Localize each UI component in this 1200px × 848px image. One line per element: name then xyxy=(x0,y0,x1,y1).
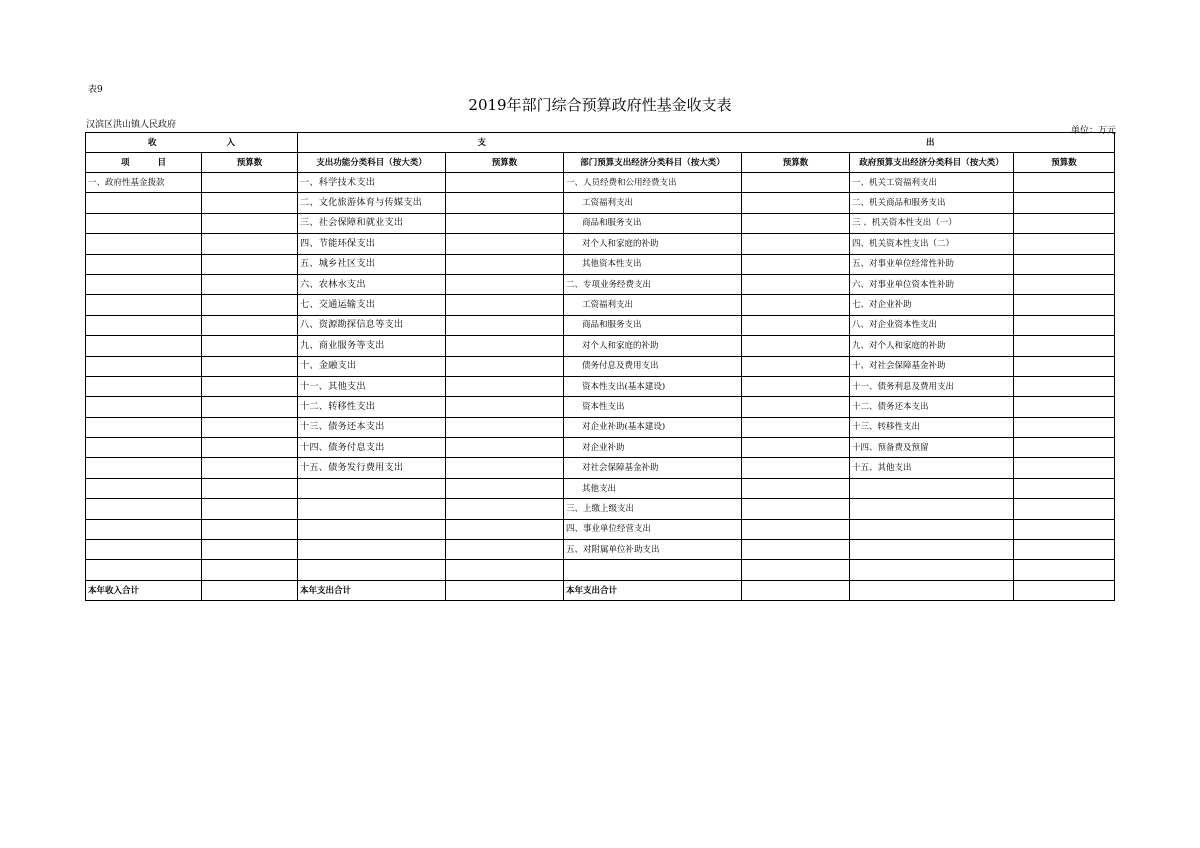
function-category-cell: 十二、转移性支出 xyxy=(298,397,446,417)
income-budget-cell xyxy=(202,254,298,274)
dept-budget-cell xyxy=(742,478,850,498)
gov-budget-cell xyxy=(1014,376,1115,396)
gov-budget-cell xyxy=(1014,478,1115,498)
dept-economic-cell: 对个人和家庭的补助 xyxy=(564,234,742,254)
gov-budget-cell xyxy=(1014,458,1115,478)
function-category-cell xyxy=(298,560,446,580)
income-budget-cell xyxy=(202,438,298,458)
dept-budget-cell xyxy=(742,213,850,233)
gov-economic-cell xyxy=(850,499,1014,519)
function-category-cell: 七、交通运输支出 xyxy=(298,295,446,315)
income-total-label: 本年收入合计 xyxy=(86,580,202,600)
dept-economic-cell: 商品和服务支出 xyxy=(564,315,742,335)
income-item-cell xyxy=(86,274,202,294)
gov-budget-cell xyxy=(1014,295,1115,315)
dept-budget-cell xyxy=(742,295,850,315)
table-row xyxy=(86,438,1115,458)
income-budget-cell xyxy=(202,560,298,580)
function-total-label: 本年支出合计 xyxy=(298,580,446,600)
function-total-value xyxy=(446,580,564,600)
function-category-cell: 一、科学技术支出 xyxy=(298,173,446,193)
income-item-cell xyxy=(86,193,202,213)
dept-economic-cell xyxy=(564,560,742,580)
dept-total-label: 本年支出合计 xyxy=(564,580,742,600)
gov-economic-cell: 十四、预备费及预留 xyxy=(850,438,1014,458)
table-row xyxy=(86,173,1115,193)
income-budget-cell xyxy=(202,295,298,315)
gov-budget-cell xyxy=(1014,438,1115,458)
income-item-cell xyxy=(86,478,202,498)
table-row xyxy=(86,458,1115,478)
function-category-cell: 九、商业服务等支出 xyxy=(298,336,446,356)
function-budget-cell xyxy=(446,234,564,254)
item-column-header xyxy=(86,153,202,173)
dept-economic-cell: 二、专项业务经费支出 xyxy=(564,274,742,294)
table-row xyxy=(86,376,1115,396)
dept-economic-cell: 其他资本性支出 xyxy=(564,254,742,274)
function-category-cell: 二、文化旅游体育与传媒支出 xyxy=(298,193,446,213)
unit-label: 单位：万元 xyxy=(1071,126,1117,136)
gov-economic-cell: 五、对事业单位经常性补助 xyxy=(850,254,1014,274)
income-item-cell xyxy=(86,499,202,519)
function-budget-cell xyxy=(446,499,564,519)
totals-row xyxy=(86,580,1115,600)
dept-budget-cell xyxy=(742,315,850,335)
income-budget-header: 预算数 xyxy=(202,153,298,173)
function-category-cell: 六、农林水支出 xyxy=(298,274,446,294)
gov-budget-cell xyxy=(1014,173,1115,193)
page-title: 2019年部门综合预算政府性基金收支表 xyxy=(468,96,732,114)
gov-budget-cell xyxy=(1014,254,1115,274)
income-budget-cell xyxy=(202,417,298,437)
income-item-cell: 一、政府性基金拨款 xyxy=(86,173,202,193)
dept-economic-cell: 对企业补助 xyxy=(564,438,742,458)
gov-economic-cell: 六、对事业单位资本性补助 xyxy=(850,274,1014,294)
income-group-header xyxy=(86,133,298,153)
dept-budget-cell xyxy=(742,560,850,580)
function-category-cell: 三、社会保障和就业支出 xyxy=(298,213,446,233)
gov-economic-cell: 一、机关工资福利支出 xyxy=(850,173,1014,193)
gov-budget-cell xyxy=(1014,193,1115,213)
dept-budget-cell xyxy=(742,193,850,213)
dept-budget-cell xyxy=(742,376,850,396)
function-budget-cell xyxy=(446,356,564,376)
function-budget-cell xyxy=(446,417,564,437)
function-category-cell xyxy=(298,519,446,539)
dept-economic-cell: 债务付息及费用支出 xyxy=(564,356,742,376)
income-budget-cell xyxy=(202,376,298,396)
gov-budget-cell xyxy=(1014,499,1115,519)
function-budget-cell xyxy=(446,478,564,498)
income-item-cell xyxy=(86,417,202,437)
dept-economic-category-header: 部门预算支出经济分类科目（按大类） xyxy=(564,153,742,173)
table-row xyxy=(86,213,1115,233)
dept-budget-cell xyxy=(742,254,850,274)
dept-budget-cell xyxy=(742,519,850,539)
gov-economic-cell xyxy=(850,478,1014,498)
dept-economic-cell: 对企业补助(基本建设) xyxy=(564,417,742,437)
dept-economic-cell: 四、事业单位经营支出 xyxy=(564,519,742,539)
dept-budget-cell xyxy=(742,438,850,458)
expense-label-b: 出 xyxy=(926,137,935,148)
table-row xyxy=(86,356,1115,376)
dept-budget-cell xyxy=(742,356,850,376)
income-budget-cell xyxy=(202,315,298,335)
gov-budget-cell xyxy=(1014,234,1115,254)
gov-total-label xyxy=(850,580,1014,600)
gov-economic-cell: 九、对个人和家庭的补助 xyxy=(850,336,1014,356)
gov-budget-cell xyxy=(1014,274,1115,294)
income-item-cell xyxy=(86,234,202,254)
group-header-row xyxy=(86,133,1115,153)
function-category-cell: 八、资源勘探信息等支出 xyxy=(298,315,446,335)
income-item-cell xyxy=(86,397,202,417)
dept-budget-cell xyxy=(742,540,850,560)
table-row xyxy=(86,397,1115,417)
gov-economic-cell: 十三、转移性支出 xyxy=(850,417,1014,437)
dept-budget-cell xyxy=(742,173,850,193)
column-header-row xyxy=(86,153,1115,173)
gov-budget-cell xyxy=(1014,397,1115,417)
income-label-b: 入 xyxy=(226,137,236,148)
income-budget-cell xyxy=(202,540,298,560)
table-row xyxy=(86,274,1115,294)
gov-economic-cell xyxy=(850,519,1014,539)
function-budget-cell xyxy=(446,213,564,233)
income-budget-cell xyxy=(202,336,298,356)
income-item-cell xyxy=(86,356,202,376)
gov-economic-category-header: 政府预算支出经济分类科目（按大类） xyxy=(850,153,1014,173)
income-budget-cell xyxy=(202,173,298,193)
dept-budget-cell xyxy=(742,499,850,519)
dept-economic-cell: 一、人员经费和公用经费支出 xyxy=(564,173,742,193)
dept-budget-cell xyxy=(742,458,850,478)
gov-budget-cell xyxy=(1014,417,1115,437)
dept-economic-cell: 五、对附属单位补助支出 xyxy=(564,540,742,560)
income-budget-cell xyxy=(202,478,298,498)
income-item-cell xyxy=(86,295,202,315)
income-item-cell xyxy=(86,336,202,356)
function-category-cell: 十五、债务发行费用支出 xyxy=(298,458,446,478)
income-item-cell xyxy=(86,519,202,539)
organization-name: 汉滨区洪山镇人民政府 xyxy=(86,120,177,130)
income-budget-cell xyxy=(202,458,298,478)
gov-economic-cell: 四、机关资本性支出（二） xyxy=(850,234,1014,254)
function-budget-cell xyxy=(446,560,564,580)
item-label-a: 项 xyxy=(120,157,130,168)
function-category-cell: 五、城乡社区支出 xyxy=(298,254,446,274)
income-item-cell xyxy=(86,438,202,458)
function-budget-cell xyxy=(446,540,564,560)
income-budget-cell xyxy=(202,397,298,417)
gov-economic-cell: 三 、机关资本性支出（一） xyxy=(850,213,1014,233)
dept-economic-cell: 工资福利支出 xyxy=(564,193,742,213)
item-label-b: 目 xyxy=(157,157,167,168)
table-row xyxy=(86,254,1115,274)
dept-economic-cell: 资本性支出(基本建设) xyxy=(564,376,742,396)
function-budget-header: 预算数 xyxy=(446,153,564,173)
income-budget-cell xyxy=(202,519,298,539)
dept-budget-cell xyxy=(742,397,850,417)
function-budget-cell xyxy=(446,254,564,274)
income-budget-cell xyxy=(202,499,298,519)
income-budget-cell xyxy=(202,356,298,376)
function-budget-cell xyxy=(446,376,564,396)
income-label-a: 收 xyxy=(147,137,157,148)
function-category-cell: 十一、其他支出 xyxy=(298,376,446,396)
gov-budget-cell xyxy=(1014,356,1115,376)
dept-total-value xyxy=(742,580,850,600)
expense-label-a: 支 xyxy=(477,137,487,148)
function-budget-cell xyxy=(446,173,564,193)
function-budget-cell xyxy=(446,519,564,539)
expense-group-header xyxy=(298,133,1115,153)
dept-budget-cell xyxy=(742,417,850,437)
dept-economic-cell: 工资福利支出 xyxy=(564,295,742,315)
income-budget-cell xyxy=(202,234,298,254)
function-category-cell xyxy=(298,499,446,519)
table-row xyxy=(86,315,1115,335)
gov-budget-header: 预算数 xyxy=(1014,153,1115,173)
function-budget-cell xyxy=(446,295,564,315)
gov-economic-cell: 十五、其他支出 xyxy=(850,458,1014,478)
dept-economic-cell: 商品和服务支出 xyxy=(564,213,742,233)
gov-economic-cell: 十、对社会保障基金补助 xyxy=(850,356,1014,376)
function-budget-cell xyxy=(446,315,564,335)
gov-economic-cell: 二、机关商品和服务支出 xyxy=(850,193,1014,213)
income-item-cell xyxy=(86,376,202,396)
dept-economic-cell: 三、上缴上级支出 xyxy=(564,499,742,519)
dept-budget-header: 预算数 xyxy=(742,153,850,173)
budget-table xyxy=(85,132,1115,601)
table-row xyxy=(86,560,1115,580)
gov-total-value xyxy=(1014,580,1115,600)
table-row xyxy=(86,295,1115,315)
gov-budget-cell xyxy=(1014,519,1115,539)
function-budget-cell xyxy=(446,438,564,458)
gov-budget-cell xyxy=(1014,560,1115,580)
function-budget-cell xyxy=(446,397,564,417)
dept-budget-cell xyxy=(742,274,850,294)
income-item-cell xyxy=(86,254,202,274)
dept-budget-cell xyxy=(742,234,850,254)
table-row xyxy=(86,478,1115,498)
income-budget-cell xyxy=(202,193,298,213)
function-budget-cell xyxy=(446,458,564,478)
function-budget-cell xyxy=(446,193,564,213)
table-row xyxy=(86,499,1115,519)
function-category-header: 支出功能分类科目（按大类） xyxy=(298,153,446,173)
table-row xyxy=(86,193,1115,213)
income-budget-cell xyxy=(202,213,298,233)
function-category-cell: 四、节能环保支出 xyxy=(298,234,446,254)
gov-economic-cell xyxy=(850,560,1014,580)
gov-budget-cell xyxy=(1014,213,1115,233)
income-item-cell xyxy=(86,560,202,580)
table-row xyxy=(86,540,1115,560)
function-category-cell xyxy=(298,540,446,560)
income-item-cell xyxy=(86,458,202,478)
table-row xyxy=(86,417,1115,437)
dept-budget-cell xyxy=(742,336,850,356)
function-category-cell: 十三、债务还本支出 xyxy=(298,417,446,437)
table-number: 表9 xyxy=(88,85,103,95)
gov-economic-cell: 八、对企业资本性支出 xyxy=(850,315,1014,335)
income-total-value xyxy=(202,580,298,600)
table-row xyxy=(86,519,1115,539)
function-category-cell: 十四、债务付息支出 xyxy=(298,438,446,458)
dept-economic-cell: 资本性支出 xyxy=(564,397,742,417)
table-row xyxy=(86,336,1115,356)
gov-economic-cell xyxy=(850,540,1014,560)
dept-economic-cell: 对个人和家庭的补助 xyxy=(564,336,742,356)
gov-budget-cell xyxy=(1014,540,1115,560)
gov-economic-cell: 七、对企业补助 xyxy=(850,295,1014,315)
function-budget-cell xyxy=(446,336,564,356)
function-category-cell xyxy=(298,478,446,498)
dept-economic-cell: 其他支出 xyxy=(564,478,742,498)
function-budget-cell xyxy=(446,274,564,294)
income-item-cell xyxy=(86,540,202,560)
gov-budget-cell xyxy=(1014,336,1115,356)
dept-economic-cell: 对社会保障基金补助 xyxy=(564,458,742,478)
income-item-cell xyxy=(86,213,202,233)
income-item-cell xyxy=(86,315,202,335)
gov-economic-cell: 十二、债务还本支出 xyxy=(850,397,1014,417)
gov-budget-cell xyxy=(1014,315,1115,335)
income-budget-cell xyxy=(202,274,298,294)
table-row xyxy=(86,234,1115,254)
gov-economic-cell: 十一、债务利息及费用支出 xyxy=(850,376,1014,396)
function-category-cell: 十、金融支出 xyxy=(298,356,446,376)
